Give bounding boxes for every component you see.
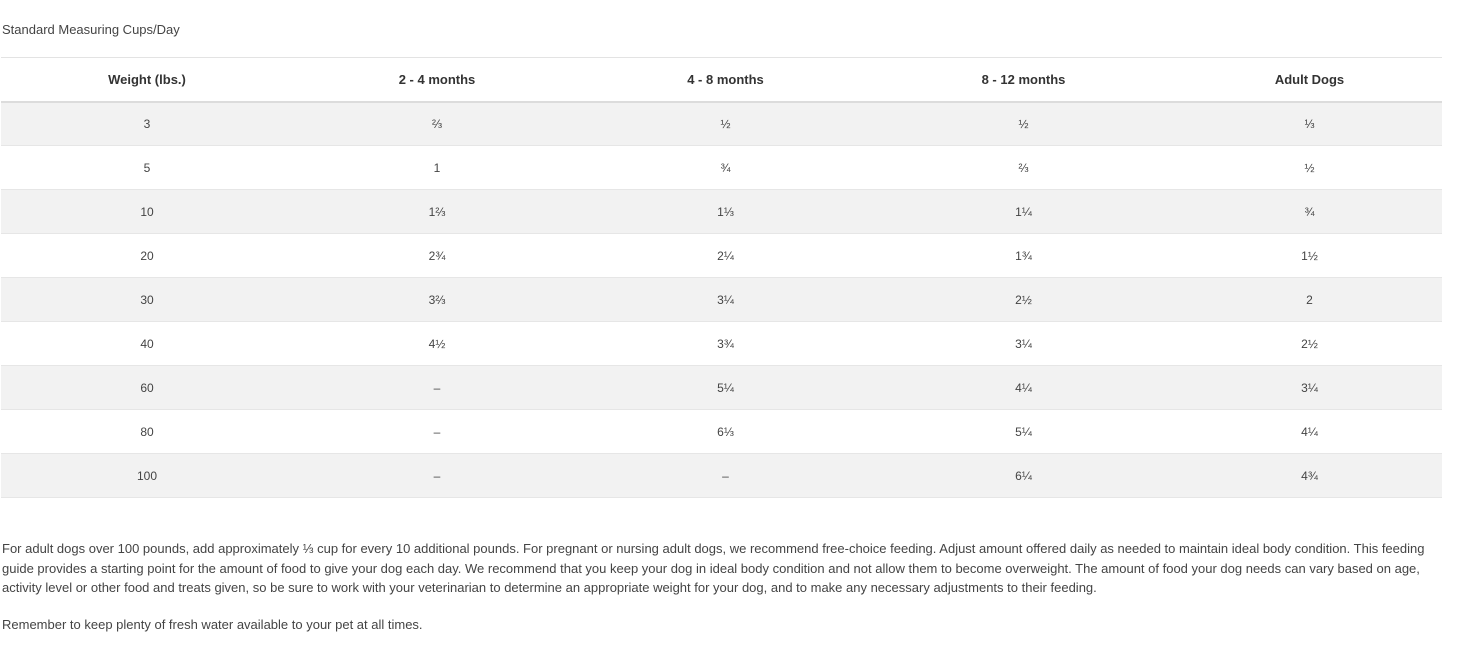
column-header: 2 - 4 months [293, 58, 581, 102]
table-cell: 4¼ [1301, 424, 1318, 439]
table-cell: 2¾ [428, 248, 446, 263]
table-cell: 5¼ [1015, 424, 1032, 439]
table-caption: Standard Measuring Cups/Day [2, 22, 180, 37]
column-header: Weight (lbs.) [1, 58, 293, 102]
table-row [1, 234, 1442, 278]
table-row [1, 190, 1442, 234]
table-cell: 20 [140, 248, 154, 263]
table-cell: – [433, 424, 441, 439]
table-cell: 5 [143, 160, 151, 175]
table-cell: 3¼ [1015, 336, 1032, 351]
table-row [1, 102, 1442, 146]
table-cell: ⅔ [431, 116, 442, 131]
table-cell: 4½ [428, 336, 446, 351]
feeding-notes: For adult dogs over 100 pounds, add approximately ⅓ cup for every 10 additional pounds. For pregnant or nursing adult dogs, we recommend free-choice feeding. Adjust amount offered daily as needed to maintain ideal body condition. This feeding guide provides a starting point for the amount of food to give your dog each day. We recommend that you keep your dog in ideal body condition and not allow them to become overweight. The amount of food your dog needs can vary based on age, activity level or other food and treats given, so be sure to work with your veterinarian to determine an appropriate weight for your dog, and to make any necessary adjustments to their feeding. [2, 541, 1425, 595]
table-cell: 60 [140, 380, 154, 395]
table-row [1, 366, 1442, 410]
feeding-guide-table [1, 57, 1442, 498]
table-cell: ⅔ [1018, 160, 1029, 175]
table-row [1, 410, 1442, 454]
table-body [1, 102, 1442, 498]
table-cell: 2½ [1015, 292, 1032, 307]
table-cell: 2½ [1301, 336, 1318, 351]
table-cell: 2 [1306, 292, 1313, 307]
table-cell: ¾ [1304, 204, 1315, 219]
table-cell: 3⅔ [428, 292, 446, 307]
table-cell: 100 [136, 468, 158, 483]
table-cell: 1¾ [1015, 248, 1032, 263]
table-cell: ⅓ [1304, 116, 1315, 131]
table-cell: ½ [720, 116, 731, 131]
column-header: 8 - 12 months [870, 58, 1177, 102]
table-cell: 1 [433, 160, 441, 175]
table-cell: ¾ [720, 160, 731, 175]
table-cell: 1¼ [1015, 204, 1032, 219]
column-header: 4 - 8 months [581, 58, 870, 102]
table-header-row [1, 58, 1442, 102]
table-cell: 1½ [1301, 248, 1318, 263]
table-cell: 1⅔ [428, 204, 446, 219]
table-cell: 3 [143, 116, 151, 131]
table-cell: ½ [1018, 116, 1029, 131]
table-row [1, 322, 1442, 366]
table-cell: 40 [140, 336, 154, 351]
table-cell: 3¼ [1301, 380, 1318, 395]
table-cell: 2¼ [717, 248, 734, 263]
table-cell: 4¾ [1301, 468, 1318, 483]
water-reminder: Remember to keep plenty of fresh water available to your pet at all times. [2, 617, 423, 632]
table-row [1, 278, 1442, 322]
table-row [1, 454, 1442, 498]
column-header: Adult Dogs [1177, 58, 1442, 102]
table-cell: – [433, 468, 441, 483]
table-cell: 1⅓ [717, 204, 734, 219]
table-cell: 3¾ [717, 336, 734, 351]
table-cell: 80 [140, 424, 154, 439]
table-cell: ½ [1304, 160, 1315, 175]
table-cell: 4¼ [1015, 380, 1032, 395]
table-cell: – [433, 380, 441, 395]
table-row [1, 146, 1442, 190]
table-cell: 6¼ [1015, 468, 1032, 483]
table-cell: 5¼ [717, 380, 734, 395]
table-cell: 30 [140, 292, 154, 307]
table-cell: 6⅓ [717, 424, 734, 439]
table-cell: – [722, 468, 729, 483]
table-cell: 3¼ [717, 292, 734, 307]
table-cell: 10 [140, 204, 154, 219]
